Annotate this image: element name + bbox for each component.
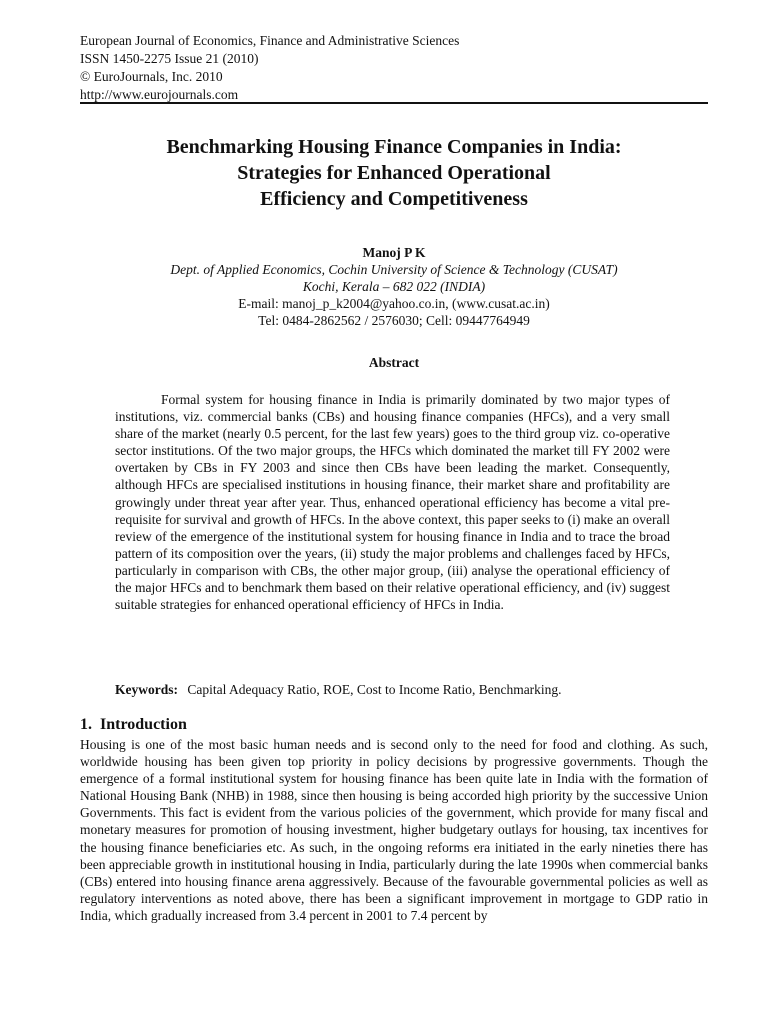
author-affiliation: Dept. of Applied Economics, Cochin University of Science & Technology (CUSAT) [170,262,618,277]
title-line-3: Efficiency and Competitiveness [260,188,528,210]
title-line-2: Strategies for Enhanced Operational [237,162,551,184]
author-block [80,244,708,329]
section-title: Introduction [100,716,187,733]
journal-issn: ISSN 1450-2275 Issue 21 (2010) [80,51,259,66]
journal-name: European Journal of Economics, Finance and Administrative Sciences [80,33,460,48]
author-name: Manoj P K [362,245,426,260]
abstract-heading: Abstract [368,355,420,370]
keywords-line [115,682,675,698]
journal-header [80,32,680,104]
paper-title [80,134,708,212]
section-heading-introduction [80,716,187,734]
author-location: Kochi, Kerala – 682 022 (INDIA) [302,279,486,294]
section-number: 1. [80,716,92,733]
journal-copyright: © EuroJournals, Inc. 2010 [80,69,223,84]
introduction-text: Housing is one of the most basic human needs and is second only to the need for food and clothing. As such, worldwide housing has been given top priority in policy decisions by progressive governments. Though the emergence of a formal institutional system for housing finance has been quite late in India with the formation of National Housing Bank (NHB) in 1988, since then housing is being accorded high priority by the successive Union Governments. This fact is evident from the various policies of the government, which provide for many fiscal and monetary measures for promotion of housing investment, higher budgetary outlays for housing, tax incentives for the housing finance beneficiaries etc. As such, in the ongoing reforms era initiated in the early nineties there has been appreciable growth in institutional housing in India, particularly during the late 1990s when commercial banks (CBs) entered into housing finance arena aggressively. Because of the favourable governmental policies as well as regulatory interventions as noted above, there has been a significant improvement in mortgage to GDP ratio in India, which gradually increased from 3.4 percent in 2001 to 7.4 percent by [80,737,708,923]
abstract-text: Formal system for housing finance in India is primarily dominated by two major types of institutions, viz. commercial banks (CBs) and housing finance companies (HFCs), and a very small share of the market (nearly 0.5 percent, for the last few years) goes to the third group viz. co-operative sector institutions. Of the two major groups, the HFCs which dominated the market till FY 2002 were overtaken by CBs in FY 2003 and since then CBs have been leading the market. Consequently, although HFCs are specialised institutions in housing finance, their market share and profitability are growingly under threat year after year. Thus, enhanced operational efficiency has become a vital pre-requisite for survival and growth of HFCs. In the above context, this paper seeks to (i) make an overall review of the emergence of the institutional system for housing finance in India and to trace the broad pattern of its composition over the years, (ii) study the major problems and challenges faced by HFCs, particularly in comparison with CBs, the other major group, (iii) analyse the operational efficiency of the major HFCs and to benchmark them based on their relative operational efficiency, and (iv) suggest suitable strategies for enhanced operational efficiency of HFCs in India. [115,392,670,613]
author-phone: Tel: 0484-2862562 / 2576030; Cell: 09447764949 [258,313,530,328]
header-divider [80,102,708,104]
author-email[interactable]: E-mail: manoj_p_k2004@yahoo.co.in, (www.cusat.ac.in) [238,296,550,311]
title-line-1: Benchmarking Housing Finance Companies in India: [166,136,622,158]
keywords-text: Capital Adequacy Ratio, ROE, Cost to Income Ratio, Benchmarking. [187,682,562,697]
keywords-label: Keywords: [115,682,178,697]
journal-url[interactable]: http://www.eurojournals.com [80,87,239,102]
